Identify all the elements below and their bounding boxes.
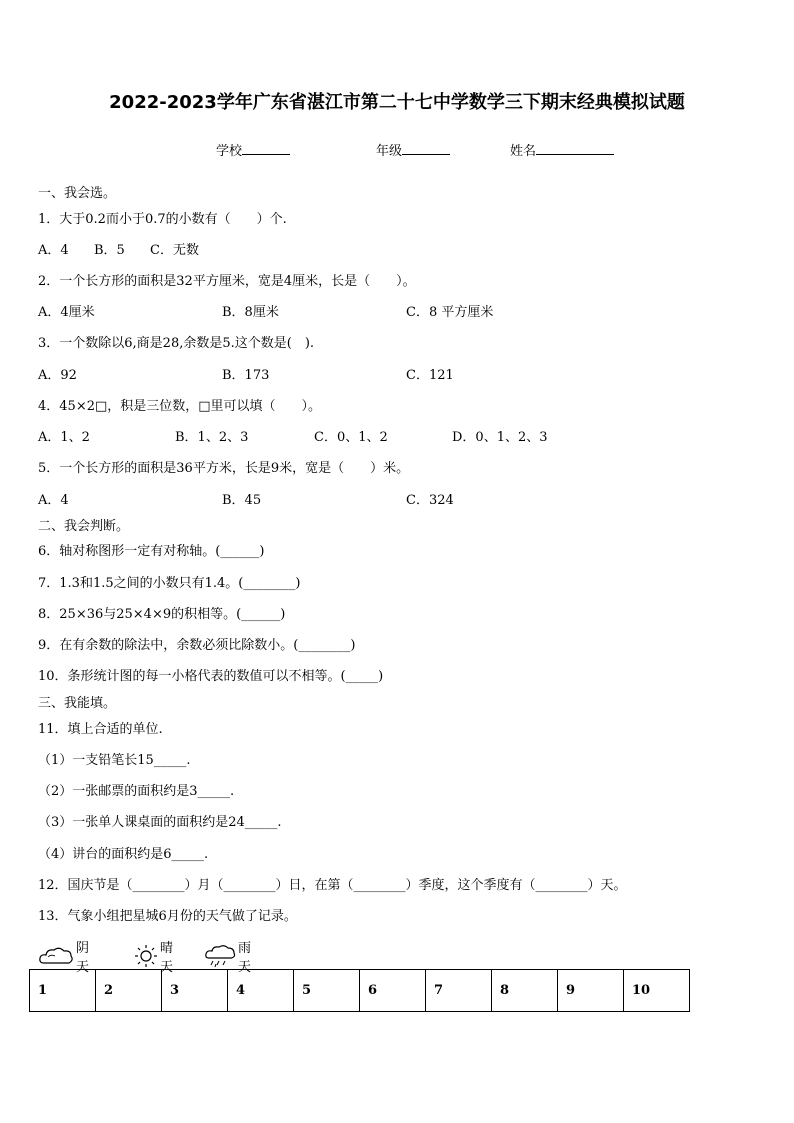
option: B．5 (94, 243, 125, 258)
sunny-icon (134, 944, 158, 968)
option: C．121 (406, 368, 454, 383)
question-text: 13．气象小组把星城6月份的天气做了记录。 (38, 909, 297, 924)
table-cell: 7 (426, 970, 492, 1012)
question-text: 1．大于0.2而小于0.7的小数有（ ）个. (38, 212, 287, 227)
rainy-icon (204, 944, 236, 968)
question-text: 2．一个长方形的面积是32平方厘米，宽是4厘米，长是（ ）。 (38, 274, 416, 289)
grade-label: 年级 (376, 144, 403, 159)
table-cell: 6 (360, 970, 426, 1012)
table-cell: 3 (162, 970, 228, 1012)
section-heading: 三、我能填。 (38, 696, 117, 711)
question-text: （2）一张邮票的面积约是3_____. (38, 784, 235, 799)
option: C．0、1、2 (314, 430, 388, 445)
question-text: 7．1.3和1.5之间的小数只有1.4。(________) (38, 576, 301, 591)
question-text: （4）讲台的面积约是6_____. (38, 847, 209, 862)
cloudy-icon (38, 945, 74, 967)
table-row (30, 970, 690, 1012)
question-text: 6．轴对称图形一定有对称轴。(______) (38, 544, 265, 559)
legend-label: 阴天 (76, 941, 90, 975)
name-label: 姓名 (510, 144, 537, 159)
question-text: （3）一张单人课桌面的面积约是24_____. (38, 815, 282, 830)
section-heading: 一、我会选。 (38, 186, 117, 201)
option: A．92 (38, 368, 77, 383)
option: B．173 (222, 368, 270, 383)
question-text: 10．条形统计图的每一小格代表的数值可以不相等。(_____) (38, 669, 384, 684)
school-label: 学校 (216, 144, 243, 159)
option: B．45 (222, 493, 262, 508)
table-cell: 4 (228, 970, 294, 1012)
question-text: 11．填上合适的单位. (38, 722, 163, 737)
table-cell: 1 (30, 970, 96, 1012)
option: C．8 平方厘米 (406, 305, 494, 320)
table-cell: 5 (294, 970, 360, 1012)
legend-label: 晴天 (160, 941, 174, 975)
page-title: 2022-2023学年广东省湛江市第二十七中学数学三下期末经典模拟试题 (109, 92, 685, 113)
option: A．4 (38, 243, 69, 258)
question-text: 3．一个数除以6,商是28,余数是5.这个数是( ). (38, 336, 315, 351)
option: A．1、2 (38, 430, 90, 445)
school-blank (242, 142, 290, 155)
question-text: （1）一支铅笔长15_____. (38, 753, 191, 768)
option: B．1、2、3 (175, 430, 249, 445)
question-text: 5．一个长方形的面积是36平方米，长是9米，宽是（ ）米。 (38, 461, 410, 476)
table-cell: 9 (558, 970, 624, 1012)
question-text: 12．国庆节是（________）月（________）日，在第（________）季度，这个季度有（________）天。 (38, 878, 627, 893)
question-text: 4．45×2□，积是三位数，□里可以填（ ）。 (38, 399, 322, 414)
grade-blank (402, 142, 450, 155)
question-text: 8．25×36与25×4×9的积相等。(______) (38, 607, 286, 622)
option: C．324 (406, 493, 454, 508)
name-field (510, 140, 614, 159)
option: A．4 (38, 493, 69, 508)
legend-label: 雨天 (238, 941, 252, 975)
table-cell: 8 (492, 970, 558, 1012)
grade-field (376, 140, 450, 159)
option: A．4厘米 (38, 305, 95, 320)
table-cell: 10 (624, 970, 690, 1012)
question-text: 9．在有余数的除法中，余数必须比除数小。(________) (38, 638, 356, 653)
school-field (216, 140, 290, 159)
option: C．无数 (150, 243, 199, 258)
name-blank (536, 142, 614, 155)
weather-record-table (29, 969, 690, 1012)
section-heading: 二、我会判断。 (38, 519, 130, 534)
option: B．8厘米 (222, 305, 279, 320)
option: D．0、1、2、3 (452, 430, 548, 445)
table-cell: 2 (96, 970, 162, 1012)
